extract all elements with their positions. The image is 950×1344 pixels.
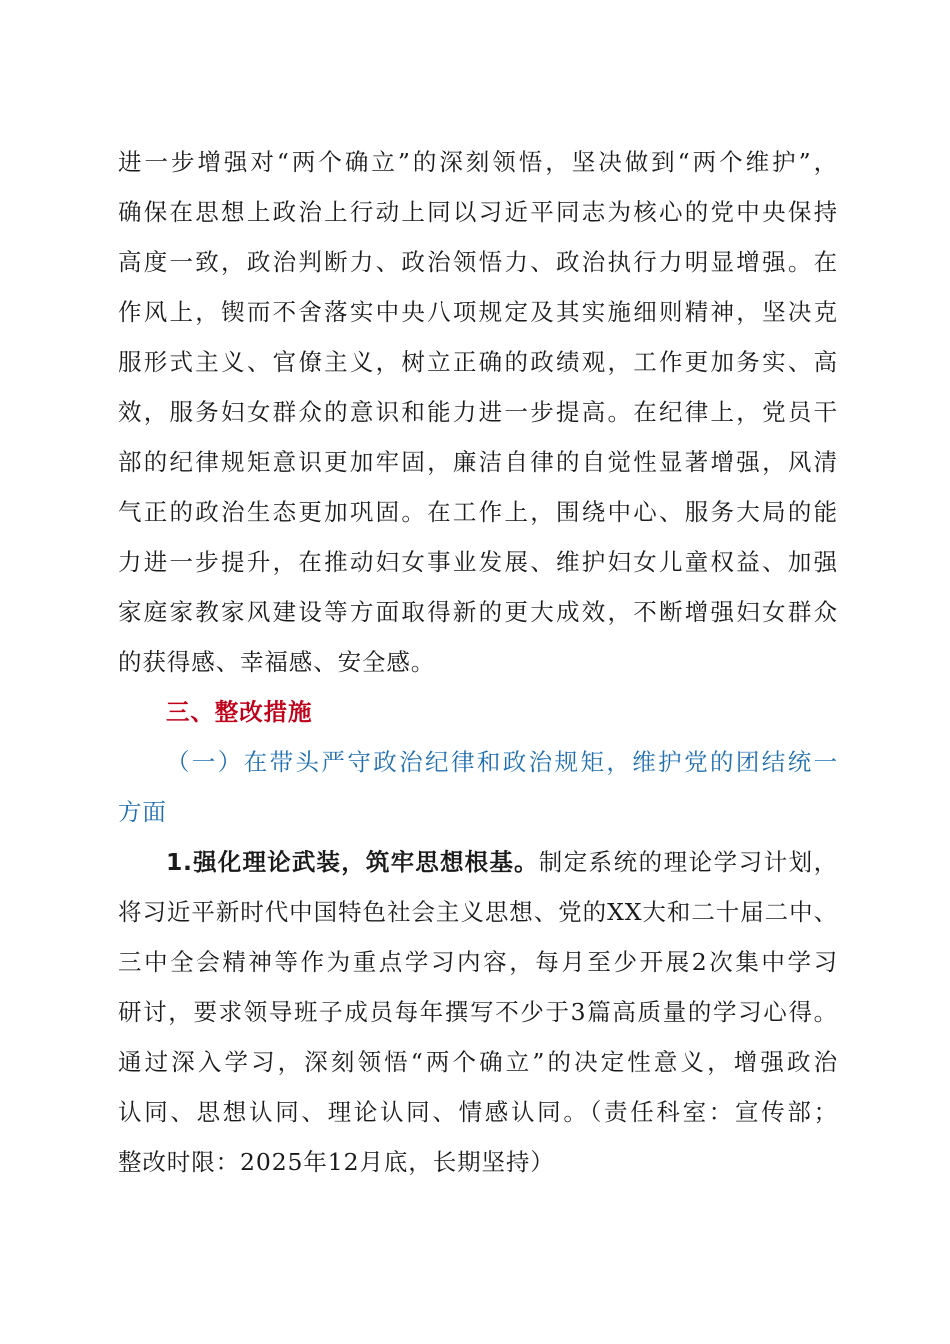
text-line: 气正的政治生态更加巩固。在工作上，围绕中心、服务大局的能 — [118, 498, 838, 526]
document-body — [118, 137, 838, 1187]
text-line: 服形式主义、官僚主义，树立正确的政绩观，工作更加务实、高 — [118, 348, 838, 376]
item-1-paragraph — [118, 837, 838, 1187]
section-heading: 三、整改措施 — [166, 698, 313, 726]
item-1-first-line — [118, 837, 838, 887]
text-line: 部的纪律规矩意识更加牢固，廉洁自律的自觉性显著增强，风清 — [118, 448, 838, 476]
item-1-first-line-text: 制定系统的理论学习计划， — [538, 848, 838, 876]
subsection-heading-line: 方面 — [118, 798, 167, 826]
text-line: 家庭家教家风建设等方面取得新的更大成效，不断增强妇女群众 — [118, 598, 838, 626]
text-line: 确保在思想上政治上行动上同以习近平同志为核心的党中央保持 — [118, 198, 838, 226]
text-line: 的获得感、幸福感、安全感。 — [118, 648, 436, 676]
text-line: 进一步增强对“两个确立”的深刻领悟，坚决做到“两个维护”， — [118, 148, 838, 176]
text-line: 高度一致，政治判断力、政治领悟力、政治执行力明显增强。在 — [118, 248, 838, 276]
text-line: 作风上，锲而不舍落实中央八项规定及其实施细则精神，坚决克 — [118, 298, 838, 326]
text-line: 力进一步提升，在推动妇女事业发展、维护妇女儿童权益、加强 — [118, 548, 838, 576]
text-line: 认同、思想认同、理论认同、情感认同。（责任科室：宣传部； — [118, 1098, 838, 1126]
text-line: 整改时限：2025年12月底，长期坚持） — [118, 1148, 555, 1176]
item-1-title: 1.强化理论武装，筑牢思想根基。 — [166, 848, 539, 876]
text-line: 研讨，要求领导班子成员每年撰写不少于3篇高质量的学习心得。 — [118, 998, 838, 1026]
text-line: 将习近平新时代中国特色社会主义思想、党的XX大和二十届二中、 — [118, 898, 838, 926]
subsection-heading-line: （一）在带头严守政治纪律和政治规矩，维护党的团结统一 — [166, 748, 838, 776]
text-line: 通过深入学习，深刻领悟“两个确立”的决定性意义，增强政治 — [118, 1048, 838, 1076]
paragraph-goals — [118, 137, 838, 687]
text-line: 效，服务妇女群众的意识和能力进一步提高。在纪律上，党员干 — [118, 398, 838, 426]
subsection-heading — [118, 737, 838, 837]
text-line: 三中全会精神等作为重点学习内容，每月至少开展2次集中学习 — [118, 948, 838, 976]
